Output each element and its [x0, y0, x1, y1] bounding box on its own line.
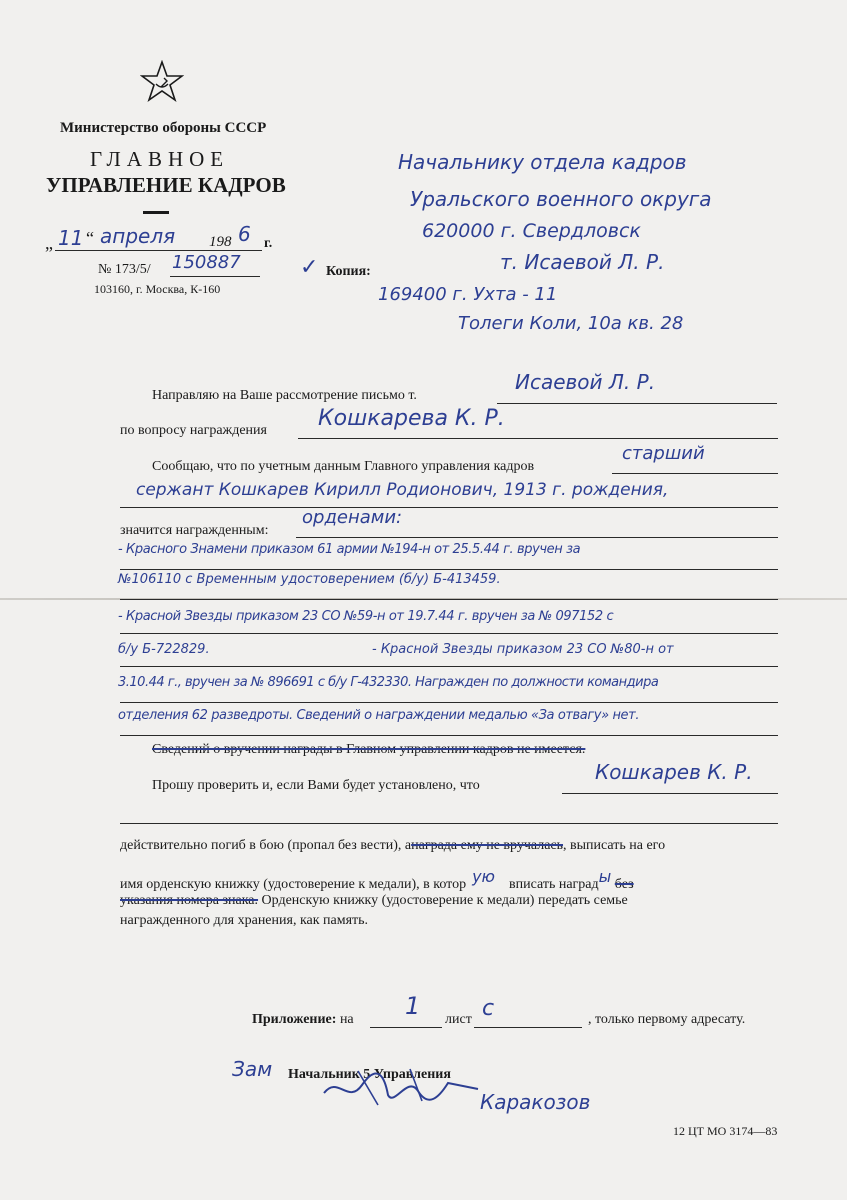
body-line-9-struck: указания номера знака.: [120, 893, 259, 908]
body-line-6-hw: Кошкарев К. Р.: [595, 760, 753, 784]
award-rule-4: [120, 666, 778, 667]
award-rule-2: [120, 599, 778, 600]
addressee-line4: т. Исаевой Л. Р.: [500, 250, 665, 274]
award-rule-6: [120, 735, 778, 736]
struck-note: Сведений о вручении награды в Главном управлении кадров не имеется.: [152, 742, 586, 757]
date-year-digit: 6: [238, 222, 251, 246]
body-line-9-text: Орденскую книжку (удостоверение к медали) передать семье: [258, 893, 628, 908]
signature-prefix: Зам: [232, 1057, 273, 1081]
appendix-list: лист: [445, 1012, 472, 1027]
copy-label: Копия:: [326, 264, 371, 279]
award-line-7: отделения 62 разведроты. Сведений о награждении медалью «За отвагу» нет.: [118, 708, 640, 723]
header-main-line1: ГЛАВНОЕ: [90, 147, 230, 171]
award-line-2: №106110 с Временным удостоверением (б/у) Б-413459.: [118, 572, 501, 587]
body-line-8-hw-b: ы: [598, 867, 612, 886]
body-line-8: [120, 867, 634, 893]
ministry-name: Министерство обороны СССР: [60, 120, 267, 136]
appendix-c: с: [482, 996, 495, 1021]
body-line-7: [120, 838, 665, 854]
body-line-8-hw-a: ую: [472, 867, 496, 886]
appendix-c-rule: [474, 1027, 582, 1028]
addressee-line1: Начальнику отдела кадров: [398, 150, 687, 174]
body-line-8-text-b: вписать наград: [509, 877, 599, 892]
appendix-label: Приложение:: [252, 1012, 337, 1027]
body-line-7-struck: награда ему не вручалась: [411, 838, 564, 853]
award-rule-3: [120, 633, 778, 634]
body-line-1-hw: Исаевой Л. Р.: [515, 370, 656, 394]
copy-checkmark-icon: ✓: [300, 255, 319, 280]
award-line-6: 3.10.44 г., вручен за № 896691 с б/у Г-432330. Награжден по должности командира: [118, 675, 659, 690]
body-line-10: награжденного для хранения, как память.: [120, 913, 369, 928]
number-label: № 173/5/: [98, 262, 151, 277]
appendix-row: [252, 1012, 354, 1028]
body-line-7-text-a: действительно погиб в бою (пропал без вести), а: [120, 838, 412, 853]
date-day: 11: [58, 226, 84, 250]
date-year-prefix: 198: [209, 234, 232, 250]
header-main-line2: УПРАВЛЕНИЕ КАДРОВ: [46, 173, 286, 197]
signature-title: Начальник 5 Управления: [288, 1067, 451, 1082]
addressee-line2: Уральского военного округа: [410, 187, 712, 211]
appendix-sheets: 1: [405, 992, 421, 1020]
appendix-sheets-rule: [370, 1027, 442, 1028]
date-underline: [55, 250, 262, 251]
award-line-1: - Красного Знамени приказом 61 армии №194-н от 25.5.44 г. вручен за: [118, 542, 581, 557]
addressee-line3: 620000 г. Свердловск: [422, 220, 641, 242]
body-line-7-text-b: , выписать на его: [563, 838, 666, 853]
number-underline: [170, 276, 260, 277]
body-line-4-rule: [120, 507, 778, 508]
body-line-9: [120, 893, 628, 909]
body-line-6-text: Прошу проверить и, если Вами будет установлено, что: [152, 778, 480, 793]
body-line-6-rule: [562, 793, 778, 794]
header-divider: [143, 211, 169, 214]
body-line-8-struck: без: [614, 877, 634, 892]
body-line-1-rule: [497, 403, 777, 404]
ministry-address: 103160, г. Москва, К-160: [94, 282, 221, 296]
body-line-3-rule: [612, 473, 778, 474]
award-line-4: б/у Б-722829.: [118, 642, 210, 657]
body-line-2-hw: Кошкарева К. Р.: [318, 406, 505, 431]
appendix-na: на: [339, 1012, 354, 1027]
signature-scribble-icon: [318, 1055, 488, 1115]
print-code: 12 ЦТ МО 3174—83: [673, 1124, 778, 1138]
date-prefix: „: [45, 233, 53, 253]
number-value: 150887: [172, 252, 241, 273]
date-month: апреля: [100, 224, 176, 248]
body-line-2-rule: [298, 438, 778, 439]
copy-line2: Толеги Коли, 10а кв. 28: [458, 313, 684, 334]
signature-name: Каракозов: [480, 1090, 591, 1114]
body-line-5-hw: орденами:: [302, 507, 403, 528]
award-line-5: - Красной Звезды приказом 23 СО №80-н от: [372, 642, 674, 657]
date-quote: “: [86, 228, 94, 248]
award-line-3: - Красной Звезды приказом 23 СО №59-н от 19.7.44 г. вручен за № 097152 с: [118, 609, 614, 624]
body-line-1-text: Направляю на Ваше рассмотрение письмо т.: [152, 388, 417, 403]
date-suffix: г.: [264, 236, 273, 251]
award-rule-5: [120, 702, 778, 703]
body-line-5-text: значится награжденным:: [120, 523, 269, 538]
body-line-3-text: Сообщаю, что по учетным данным Главного управления кадров: [152, 459, 535, 474]
body-line-2-text: по вопросу награждения: [120, 423, 267, 438]
copy-line1: 169400 г. Ухта - 11: [378, 284, 558, 305]
body-line-5-rule: [296, 537, 778, 538]
appendix-tail: , только первому адресату.: [588, 1012, 746, 1027]
body-line-4-hw: сержант Кошкарев Кирилл Родионович, 1913 г. рождения,: [136, 480, 669, 500]
award-rule-1: [120, 569, 778, 570]
body-line-3-hw: старший: [622, 443, 705, 464]
body-line-7-rule: [120, 823, 778, 824]
soviet-star-emblem-icon: [140, 60, 184, 104]
body-line-8-text-a: имя орденскую книжку (удостоверение к медали), в котор: [120, 877, 467, 892]
